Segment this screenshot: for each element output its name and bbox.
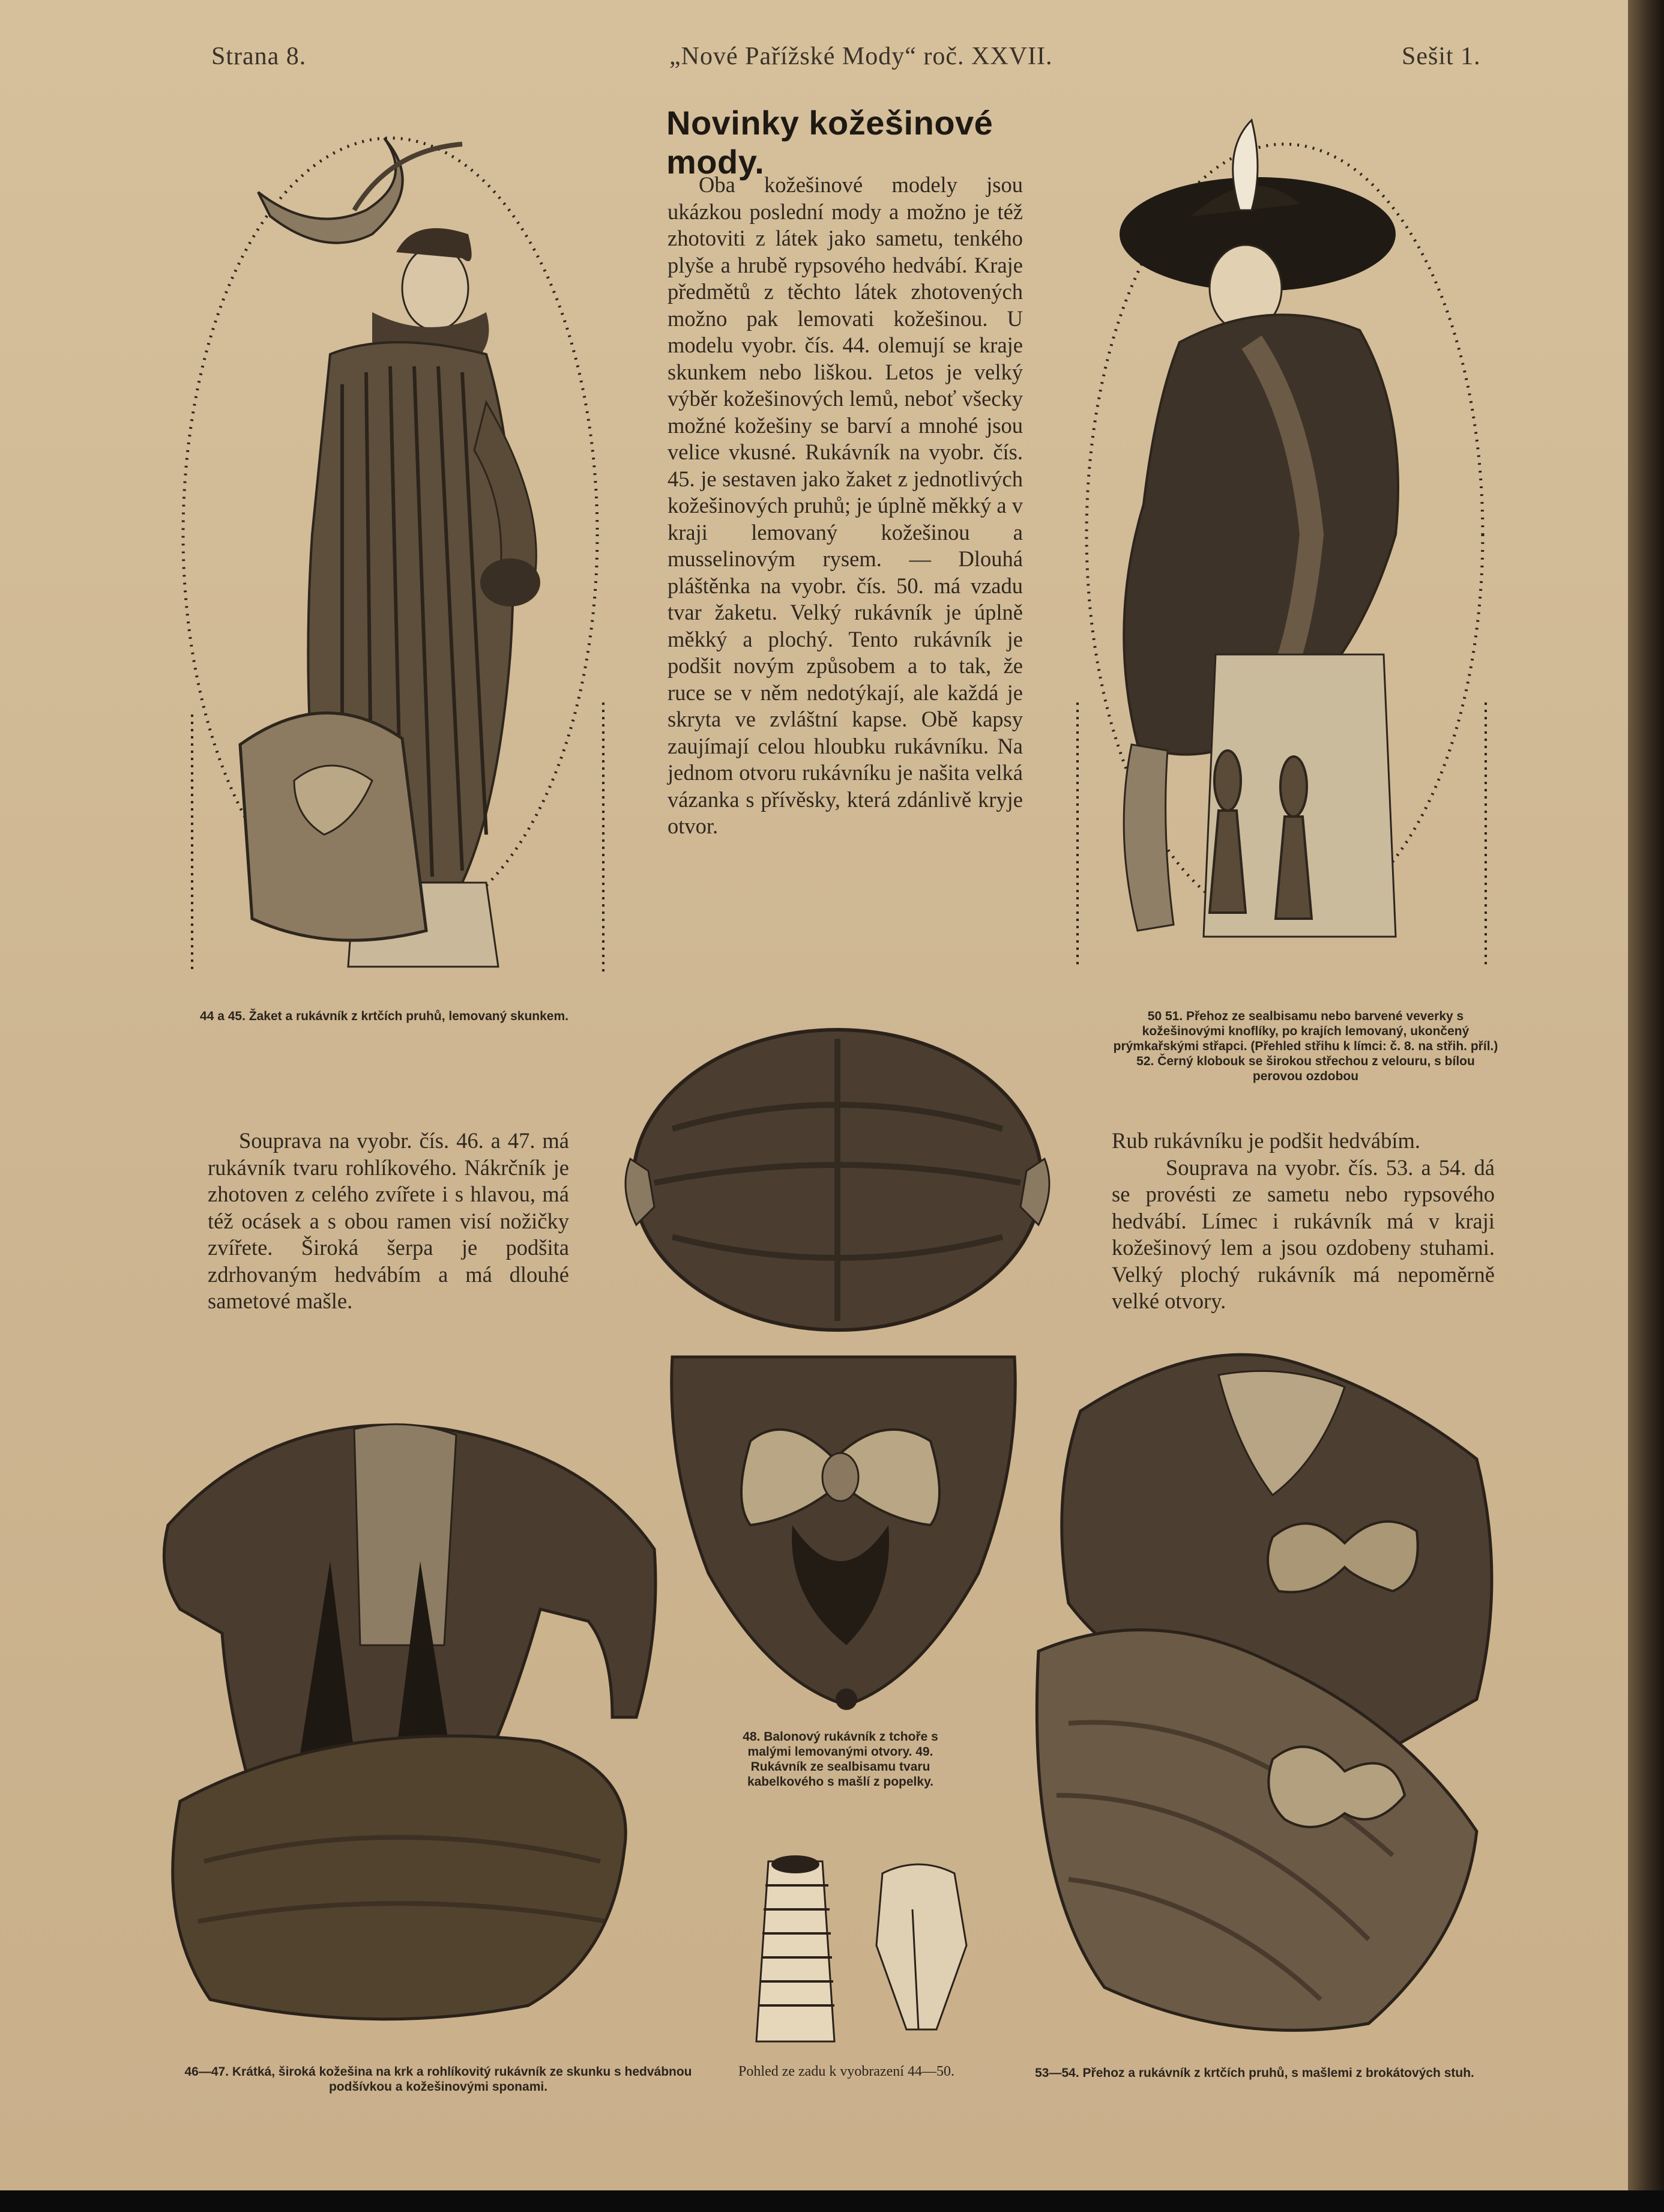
caption-figure-46-47: 46—47. Krátká, široká kožešina na krk a rohlíkovitý rukávník ze skunku s hedvábnou podšívkou a kožešinovými sponami. bbox=[184, 2065, 692, 2094]
caption-figure-52: 52. Černý klobouk se širokou střechou z velouru, s bílou perovou ozdobou bbox=[1136, 1054, 1475, 1083]
page-edge-shadow bbox=[1628, 0, 1664, 2212]
left-column-text bbox=[208, 1128, 569, 1315]
figure-49-bag-muff bbox=[666, 1345, 1020, 1717]
main-paragraph: Oba kožešinové modely jsou ukázkou poslední mody a možno je též zhotoviti z látek jako sametu, tenkého plyše a hrubě rypsového hedvábí. Kraje předmětů z těchto látek zhotovených možno pak lemovati kožešinou. U modelu vyobr. čís. 44. olemují se kraje skunkem nebo liškou. Letos je velký výběr kožešinových lemů, neboť všecky možné kožešiny se barví a mnohé jsou velice vkusné. Rukávník na vyobr. čís. 45. je sestaven jako žaket z jednotlivých kožešinových pruhů; je úplně měkký a v kraji lemovaný kožešinou a musselinovým rysem. — Dlouhá pláštěnka na vyobr. čís. 50. má vzadu tvar žaketu. Velký rukávník je úplně měkký a plochý. Tento rukávník je podšit novým způsobem a to tak, že ruce se v něm nedotýkají, ale každá je skryta ve zvláštní kapse. Obě kapsy zaujímají celou hloubku rukávníku. Na jednom otvoru rukávníku je našita velká vázanka s přívěsky, která zdánlivě kryje otvor. bbox=[668, 172, 1023, 838]
magazine-title: „Nové Pařížské Mody“ roč. XXVII. bbox=[669, 43, 1053, 70]
figure-back-view-sketches bbox=[732, 1849, 972, 2053]
page-number: Strana 8. bbox=[211, 43, 307, 70]
figure-50-52-illustration bbox=[1072, 114, 1504, 979]
issue-number: Sešit 1. bbox=[1402, 43, 1481, 70]
caption-back-view: Pohled ze zadu k vyobrazení 44—50. bbox=[738, 2064, 954, 2079]
caption-figure-53-54: 53—54. Přehoz a rukávník z krtčích pruhů, s mašlemi z brokátových stuh. bbox=[1035, 2066, 1474, 2080]
caption-figure-44-45: 44 a 45. Žaket a rukávník z krtčích pruhů, lemovaný skunkem. bbox=[200, 1009, 568, 1023]
right-column-text bbox=[1112, 1128, 1495, 1315]
caption-figure-48-49: 48. Balonový rukávník z tchoře s malými lemovanými otvory. 49. Rukávník ze sealbisamu tvaru kabelkového s mašlí z popelky. bbox=[743, 1730, 938, 1789]
figure-44-45-illustration bbox=[174, 114, 618, 985]
scan-border bbox=[0, 2190, 1664, 2212]
figure-48-balloon-muff bbox=[618, 1009, 1057, 1345]
left-paragraph: Souprava na vyobr. čís. 46. a 47. má rukávník tvaru rohlíkového. Nákrčník je zhotoven z celého zvířete i s hlavou, má též ocásek a s obou ramen visí nožičky zvířete. Široká šerpa je podšita zdrhovaným hedvábím a má dlouhé sametové mašle. bbox=[208, 1128, 569, 1313]
right-paragraph-2: Souprava na vyobr. čís. 53. a 54. dá se provésti ze sametu nebo rypsového hedvábí. Límec i rukávník má v kraji kožešinový lem a jsou ozdobeny stuhami. Velký plochý rukávník má nepoměrně velké otvory. bbox=[1112, 1155, 1495, 1313]
right-paragraph-1: Rub rukávníku je podšit hedvábím. bbox=[1112, 1128, 1420, 1153]
article-main-text bbox=[668, 172, 1023, 840]
caption-figure-50-52 bbox=[1111, 1009, 1501, 1084]
figure-46-47-fur-set bbox=[156, 1381, 666, 2041]
caption-figure-50-51: 50 51. Přehoz ze sealbisamu nebo barvené veverky s kožešinovými knoflíky, po krajích lemovaný, ukončený prýmkařskými střapci. (Přehled střihu k límci: č. 8. na střih. příl.) bbox=[1113, 1009, 1498, 1053]
figure-53-54-cape-and-muff bbox=[1032, 1339, 1507, 2059]
article-title: Novinky kožešinové mody. bbox=[666, 104, 993, 181]
